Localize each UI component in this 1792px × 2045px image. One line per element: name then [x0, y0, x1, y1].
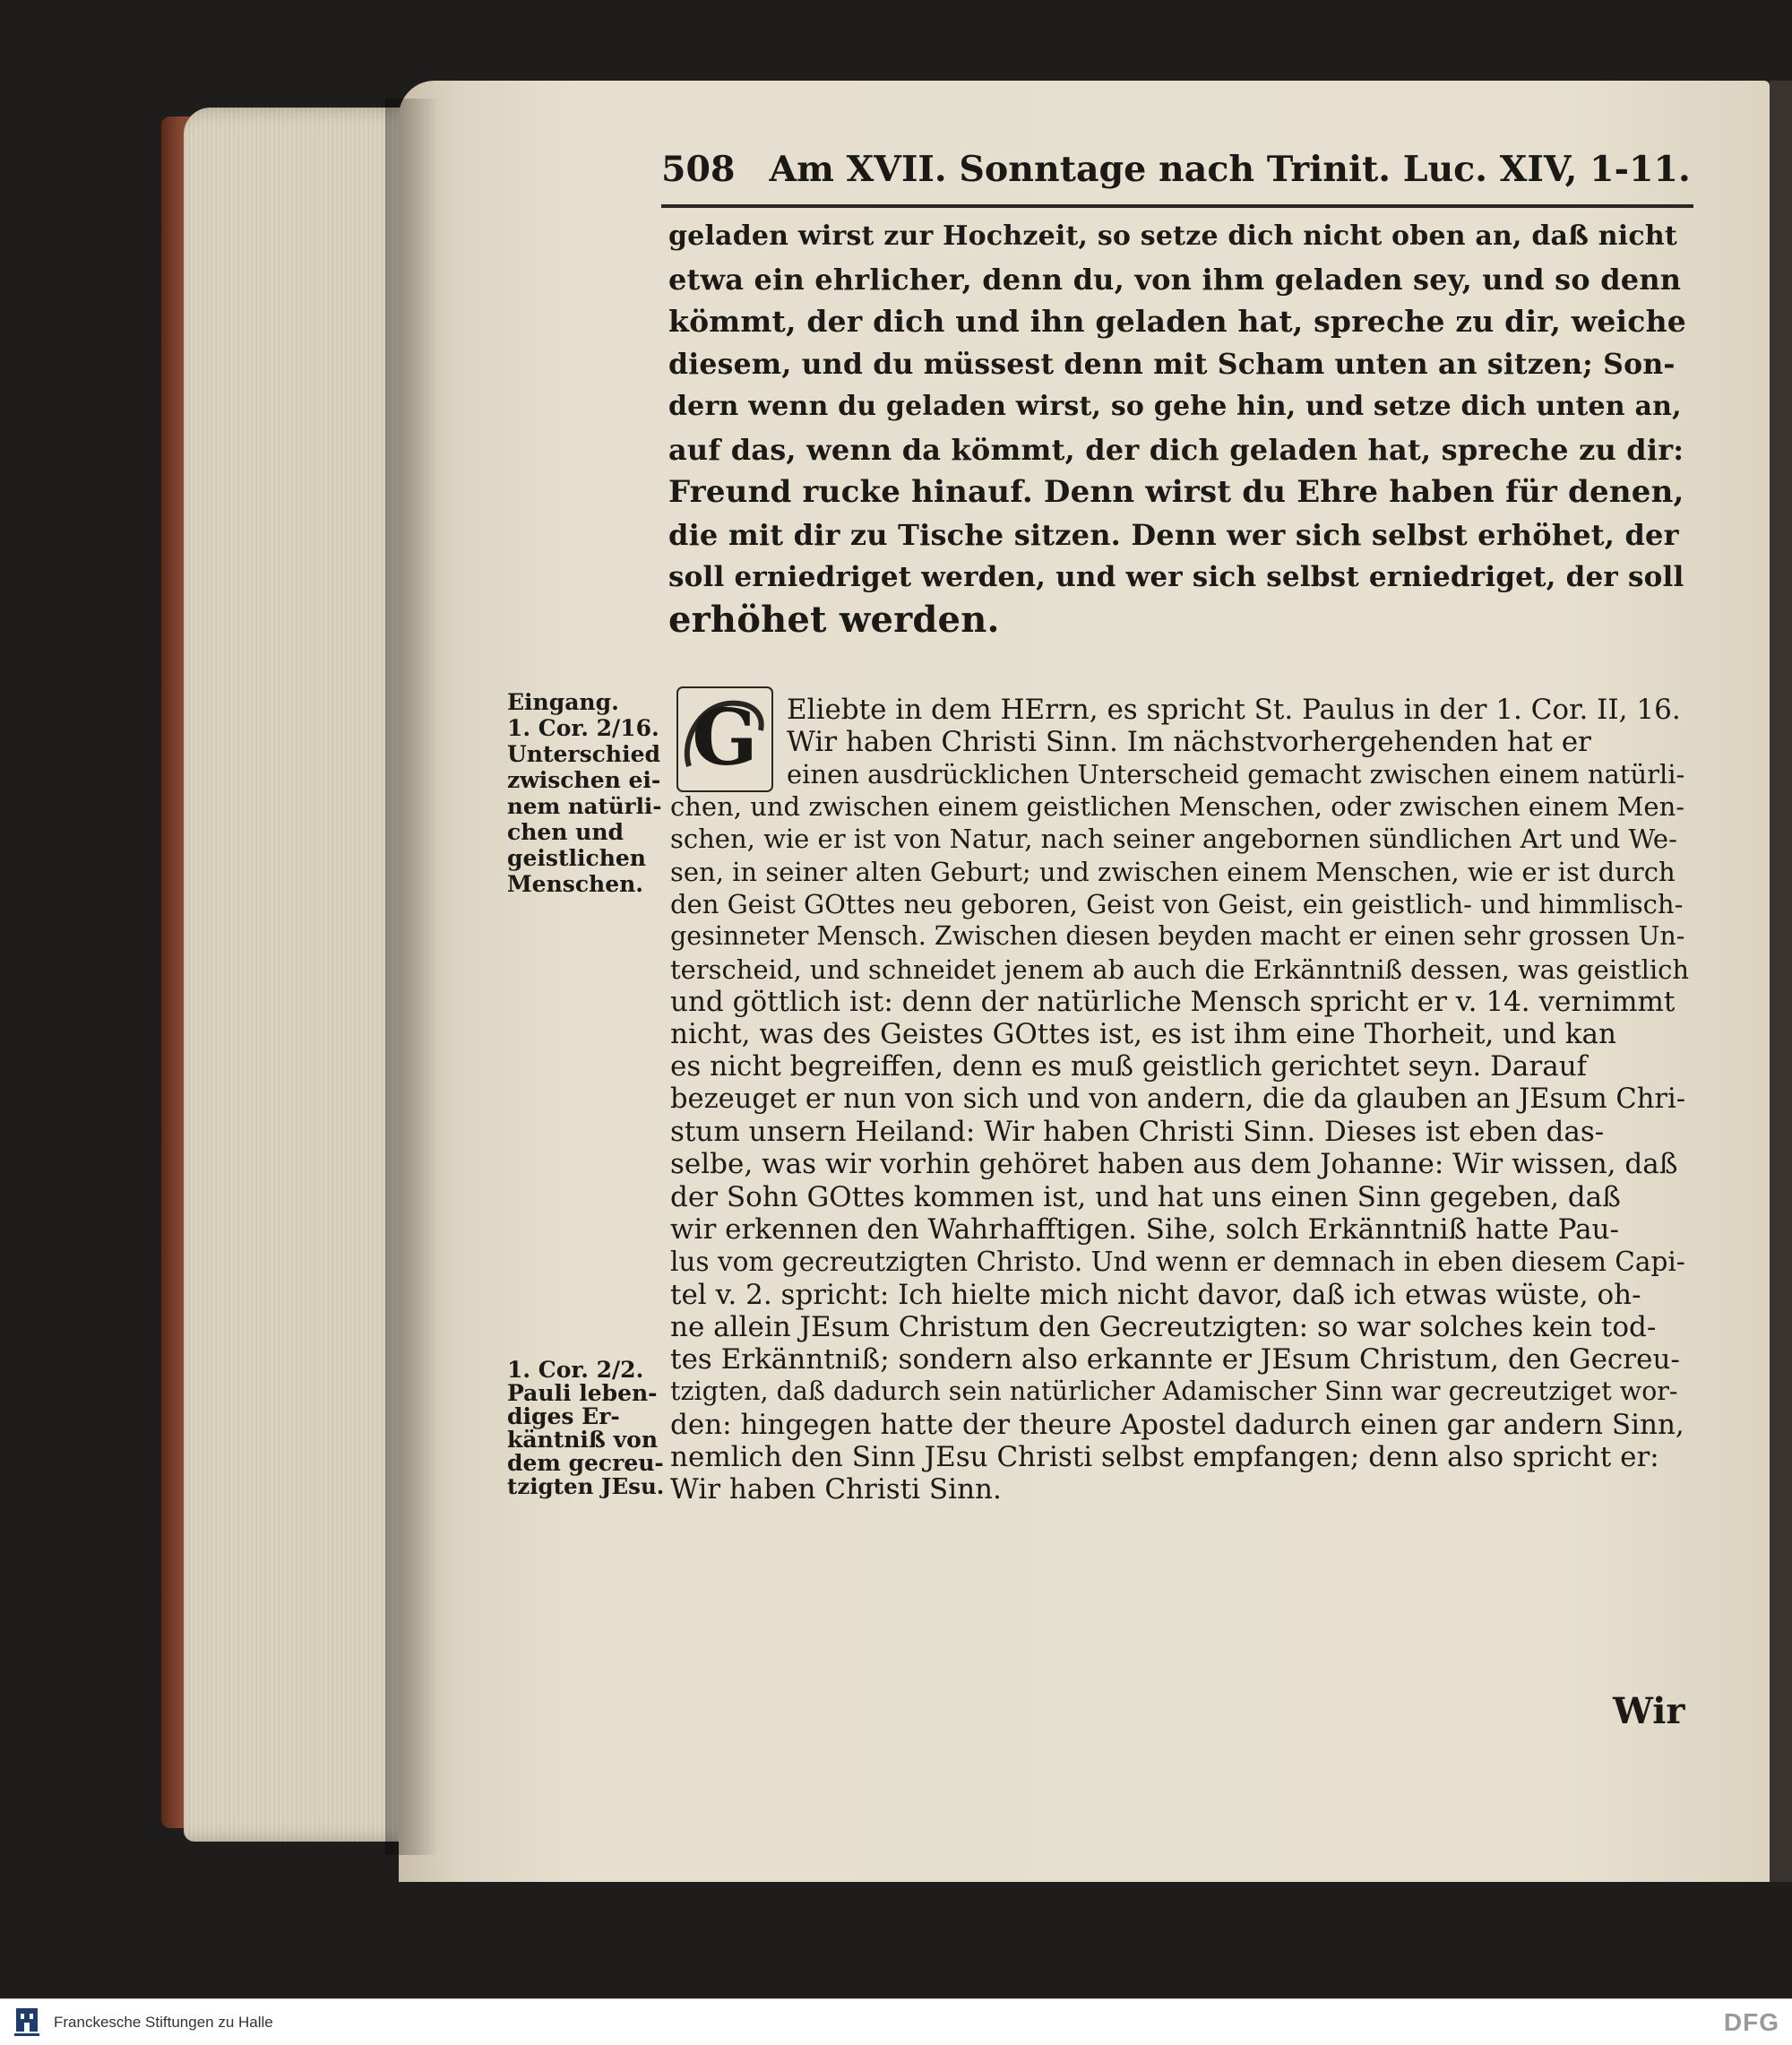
main-lines-indented-line: einen ausdrücklichen Unterscheid gemacht zwischen einem natürli-: [787, 759, 1685, 790]
main-lines-line: tes Erkänntniß; sondern also erkannte er JEsum Christum, den Gecreu-: [670, 1343, 1680, 1376]
page-stack-edges: [184, 108, 417, 1842]
main-lines-line: lus vom gecreutzigten Christo. Und wenn er demnach in eben diesem Capi-: [670, 1247, 1685, 1278]
top-lines-line: erhöhet werden.: [668, 598, 1000, 641]
margin-note-1-line: Unterschied: [507, 741, 660, 767]
margin-note-2-line: tzigten JEsu.: [507, 1473, 665, 1499]
main-lines-line: es nicht begreiffen, denn es muß geistlich gerichtet seyn. Darauf: [670, 1050, 1588, 1083]
main-lines-line: chen, und zwischen einem geistlichen Menschen, oder zwischen einem Men-: [670, 791, 1685, 822]
catchword: Wir: [1613, 1690, 1685, 1732]
main-lines-line: den: hingegen hatte der theure Apostel dadurch einen gar andern Sinn,: [670, 1408, 1684, 1441]
main-lines-line: selbe, was wir vorhin gehöret haben aus dem Johanne: Wir wissen, daß: [670, 1148, 1678, 1181]
gutter-shadow: [385, 99, 439, 1855]
main-lines-line: schen, wie er ist von Natur, nach seiner angebornen sündlichen Art und We-: [670, 824, 1677, 855]
page-number: 508: [661, 149, 736, 190]
margin-note-1-line: chen und: [507, 819, 625, 845]
main-lines-line: stum unsern Heiland: Wir haben Christi Sinn. Dieses ist eben das-: [670, 1116, 1605, 1148]
main-lines-line: nicht, was des Geistes GOttes ist, es ist ihm eine Thorheit, und kan: [670, 1018, 1616, 1051]
main-lines-line: bezeuget er nun von sich und von andern, die da glauben an JEsum Chri-: [670, 1083, 1686, 1115]
main-lines-line: terscheid, und schneidet jenem ab auch die Erkänntniß dessen, was geistlich: [670, 953, 1690, 985]
main-lines-line: und göttlich ist: denn der natürliche Mensch spricht er v. 14. vernimmt: [670, 985, 1676, 1018]
foundation-logo-icon: [9, 2005, 45, 2041]
main-lines-line: nemlich den Sinn JEsu Christi selbst empfangen; denn also spricht er:: [670, 1441, 1659, 1473]
margin-note-1-line: zwischen ei-: [507, 767, 661, 793]
main-lines-line: sen, in seiner alten Geburt; und zwischen einem Menschen, wie er ist durch: [670, 856, 1676, 887]
right-edge: [1770, 81, 1792, 1882]
initial-letter: G: [692, 693, 758, 783]
margin-note-2-line: diges Er-: [507, 1403, 620, 1429]
top-lines-line: auf das, wenn da kömmt, der dich geladen hat, spreche zu dir:: [668, 432, 1684, 467]
running-head: [661, 149, 1692, 203]
margin-note-2-line: dem gecreu-: [507, 1450, 664, 1476]
margin-note-1-line: 1. Cor. 2/16.: [507, 715, 659, 741]
top-lines-line: diesem, und du müssest denn mit Scham unten an sitzen; Son-: [668, 347, 1676, 381]
main-lines-line: Wir haben Christi Sinn.: [670, 1473, 1002, 1506]
main-lines-line: ne allein JEsum Christum den Gecreutzigten: so war solches kein tod-: [670, 1310, 1657, 1343]
top-lines-line: etwa ein ehrlicher, denn du, von ihm geladen sey, und so denn: [668, 262, 1682, 297]
main-lines-line: den Geist GOttes neu geboren, Geist von Geist, ein geistlich- und himmlisch-: [670, 888, 1684, 919]
main-lines-line: wir erkennen den Wahrhafftigen. Sihe, solch Erkänntniß hatte Pau-: [670, 1212, 1619, 1246]
margin-note-1-line: geistlichen: [507, 845, 646, 871]
main-lines-indented-line: Eliebte in dem HErrn, es spricht St. Paulus in der 1. Cor. II, 16.: [787, 694, 1681, 726]
running-head-title: Am XVII. Sonntage nach Trinit. Luc. XIV, 1-11.: [769, 149, 1691, 190]
owner-label: Franckesche Stiftungen zu Halle: [54, 2014, 273, 2031]
header-rule: [661, 204, 1693, 208]
main-lines-indented-line: Wir haben Christi Sinn. Im nächstvorhergehenden hat er: [787, 726, 1591, 758]
main-lines-line: tzigten, daß dadurch sein natürlicher Adamischer Sinn war gecreutziget wor-: [670, 1376, 1678, 1407]
dfg-logo: DFG: [1723, 2008, 1779, 2036]
margin-note-1-line: Menschen.: [507, 871, 644, 897]
main-lines-line: der Sohn GOttes kommen ist, und hat uns einen Sinn gegeben, daß: [670, 1180, 1621, 1213]
viewer-footer: [0, 1998, 1792, 2045]
margin-note-2-line: Pauli leben-: [507, 1380, 658, 1406]
margin-note-1-line: nem natürli-: [507, 793, 662, 819]
top-lines-line: geladen wirst zur Hochzeit, so setze dich nicht oben an, daß nicht: [668, 220, 1677, 252]
main-lines-line: tel v. 2. spricht: Ich hielte mich nicht davor, daß ich etwas wüste, oh-: [670, 1278, 1641, 1311]
margin-note-2-line: 1. Cor. 2/2.: [507, 1357, 644, 1383]
top-lines-line: dern wenn du geladen wirst, so gehe hin, und setze dich unten an,: [668, 391, 1682, 422]
main-lines-line: gesinneter Mensch. Zwischen diesen beyden macht er einen sehr grossen Un-: [670, 921, 1685, 952]
top-lines-line: Freund rucke hinauf. Denn wirst du Ehre haben für denen,: [668, 474, 1684, 510]
top-lines-line: soll erniedriget werden, und wer sich selbst erniedriget, der soll: [668, 561, 1684, 593]
decorated-initial: [676, 686, 774, 793]
margin-note-2-line: käntniß von: [507, 1427, 658, 1453]
top-lines-line: die mit dir zu Tische sitzen. Denn wer sich selbst erhöhet, der: [668, 517, 1679, 552]
top-lines-line: kömmt, der dich und ihn geladen hat, spreche zu dir, weiche: [668, 304, 1686, 339]
margin-note-1-line: Eingang.: [507, 689, 619, 715]
